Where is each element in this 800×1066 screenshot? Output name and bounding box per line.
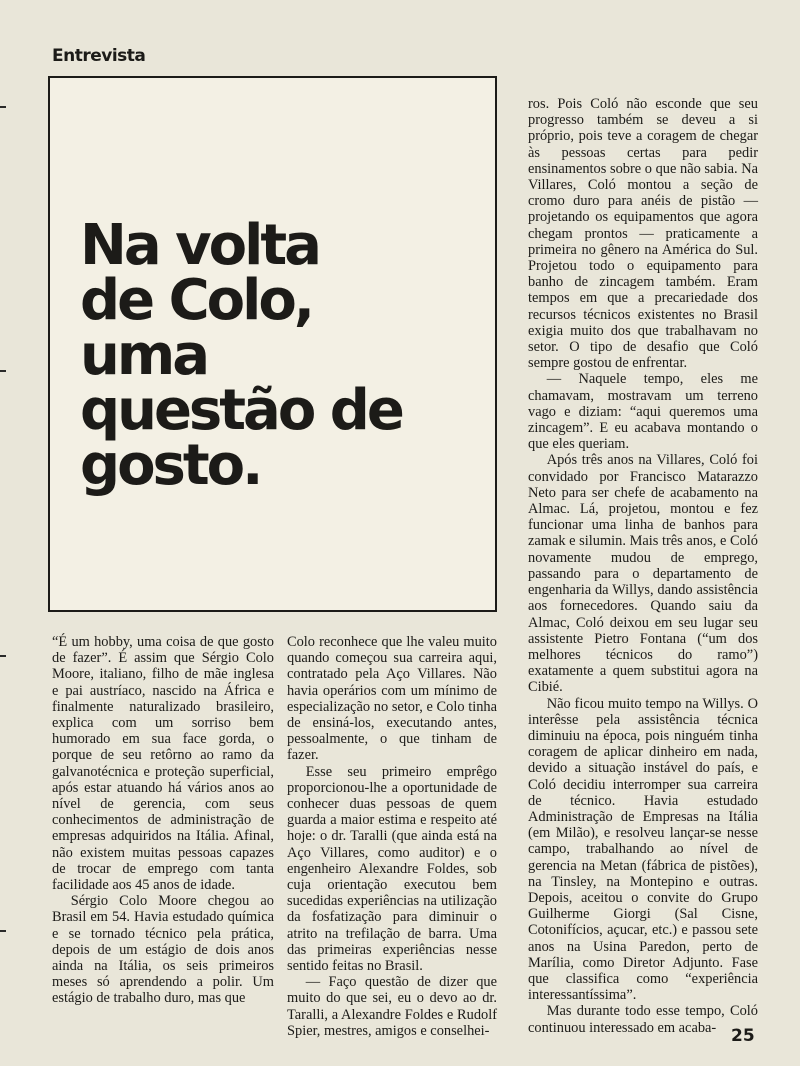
text-column-3 [528, 96, 758, 1036]
paragraph: Não ficou muito tempo na Willys. O interêsse pela assistência técnica diminuiu na época, pois ninguém tinha coragem de aplicar dinheiro em nada, devido a situação instável do país, e Coló decidiu interromper sua carreira de técnico. Havia estudado Administração de Empresas na Itália (em Milão), e resolveu lançar-se nesse campo, trabalhando ao nível de gerencia na Metan (fábrica de pistões), na Tinsley, na Montepino e outras. Depois, aceitou o convite do Grupo Guilherme Giorgi (Sal Cisne, Cotonifícios, açucar, etc.) e passou sete anos na Usina Paredon, perto de Marília, como Diretor Adjunto. Fase que classifica como “experiência interessantíssima”. [528, 695, 758, 1004]
paragraph: “É um hobby, uma coisa de que gosto de fazer”. É assim que Sérgio Colo Moore, italiano, filho de mãe inglesa e pai austríaco, nascido na África e finalmente naturalizado brasileiro, explica com um sorriso bem humorado em sua face gorda, o porque de seu retôrno ao ramo da galvanotécnica e proteção superficial, após estar atuando há vários anos ao nível de gerencia, com seus conhecimentos de administração de empresas adquiridos na Itália. Afinal, não existem muitas pessoas capazes de trocar de emprego com tanta facilidade aos 45 anos de idade. [52, 634, 274, 894]
headline-line: de Colo, [80, 268, 313, 333]
margin-tick [0, 370, 6, 372]
headline-box [48, 76, 497, 612]
paragraph: Sérgio Colo Moore chegou ao Brasil em 54. Havia estudado química e se tornado técnico pela prática, depois de um estágio de dois anos ainda na Itália, os seis primeiros meses só aprendendo a polir. Um estágio de trabalho duro, mas que [52, 893, 274, 1007]
headline-line: uma [80, 323, 208, 388]
text-column-2 [287, 634, 497, 1039]
paragraph: — Faço questão de dizer que muito do que sei, eu o devo ao dr. Taralli, a Alexandre Foldes e Rudolf Spier, mestres, amigos e conselhei- [287, 974, 497, 1039]
headline-line: gosto. [80, 433, 261, 498]
paragraph: Após três anos na Villares, Coló foi convidado por Francisco Matarazzo Neto para ser chefe de acabamento na Almac. Lá, projetou, montou e fez funcionar uma linha de banhos para zamak e silumin. Mais três anos, e Coló novamente mudou de emprego, passando para o departamento de engenharia da Willys, dando assistência aos fornecedores. Quando saiu da Almac, Coló deixou em seu lugar seu assistente Pietro Fontana (“um dos melhores técnicos do ramo”) exatamente a quem substitui agora na Cibié. [528, 452, 758, 696]
margin-tick [0, 930, 6, 932]
margin-tick [0, 106, 6, 108]
paragraph: Mas durante todo esse tempo, Coló continuou interessado em acaba- [528, 1003, 758, 1036]
paragraph: Colo reconhece que lhe valeu muito quando começou sua carreira aqui, contratado pela Aço Villares. Não havia operários com um mínimo de especialização no setor, e Colo tinha de ensiná-los, executando antes, pessoalmente, o que tinham de fazer. [287, 634, 497, 764]
text-column-1 [52, 634, 274, 1007]
headline-line: Na volta [80, 213, 319, 278]
section-label: Entrevista [52, 46, 146, 66]
paragraph: ros. Pois Coló não esconde que seu progresso também se deveu a si próprio, pois teve a coragem de chegar às pessoas certas para pedir ensinamentos sobre o que não sabia. Na Villares, Coló montou a seção de cromo duro para anéis de pistão — projetando os equipamentos que agora chegam prontos — praticamente a primeira no gênero na América do Sul. Projetou todo o equipamento para banho de zincagem também. Eram tempos em que a precariedade dos recursos técnicos existentes no Brasil exigia muito dos que trabalhavam no setor. O tipo de desafio que Coló sempre gostou de enfrentar. [528, 96, 758, 372]
paragraph: Esse seu primeiro emprêgo proporcionou-lhe a oportunidade de conhecer duas pessoas de quem guarda a maior estima e respeito até hoje: o dr. Taralli (que ainda está na Aço Villares, como auditor) e o engenheiro Alexandre Foldes, sob cuja orientação executou bem sucedidas experiências na utilização da fosfatização para diminuir o atrito na trefilação de barra. Uma das primeiras experiências nesse sentido feitas no Brasil. [287, 763, 497, 975]
page-number: 25 [731, 1026, 755, 1046]
paragraph: — Naquele tempo, eles me chamavam, mostravam um terreno vago e diziam: “aqui queremos uma zincagem”. E eu acabava montando o que eles queriam. [528, 371, 758, 453]
margin-tick [0, 655, 6, 657]
article-headline [80, 213, 402, 498]
headline-line: questão de [80, 378, 402, 443]
